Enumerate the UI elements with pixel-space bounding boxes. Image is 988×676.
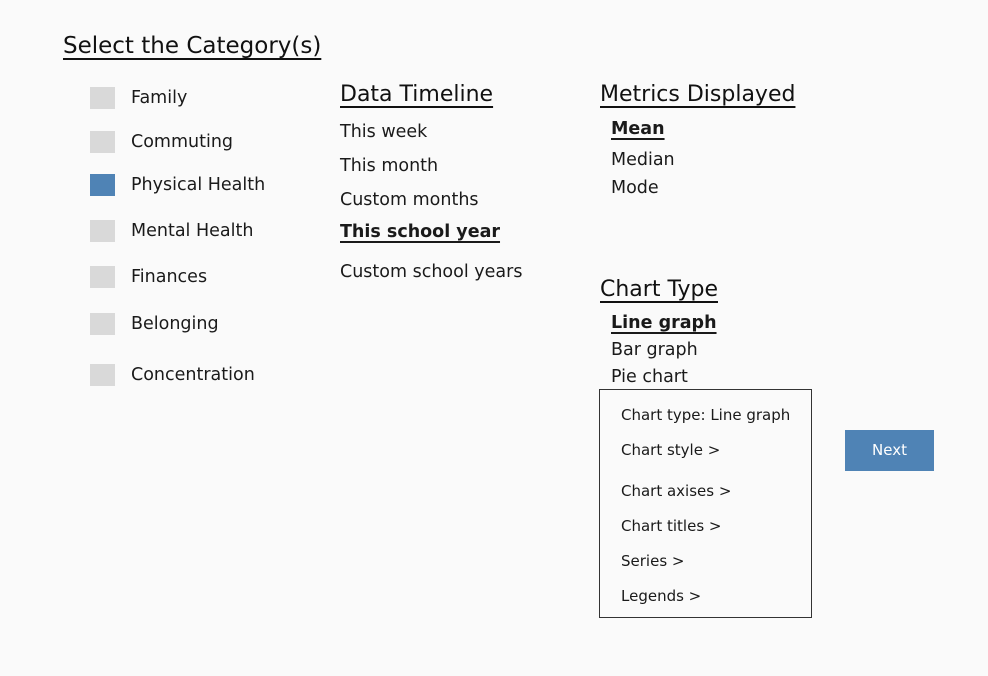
category-label: Commuting: [131, 132, 234, 152]
menu-item-legends[interactable]: Legends >: [621, 587, 702, 605]
chart-type-option-bar-graph[interactable]: Bar graph: [611, 340, 698, 360]
category-label: Belonging: [131, 314, 219, 334]
menu-item-chart-axises[interactable]: Chart axises >: [621, 482, 732, 500]
metric-option-median[interactable]: Median: [611, 150, 675, 170]
checkbox[interactable]: [90, 266, 115, 288]
category-label: Physical Health: [131, 175, 266, 195]
chart-type-option-pie-chart[interactable]: Pie chart: [611, 367, 688, 387]
checkbox[interactable]: [90, 174, 115, 196]
menu-item-chart-titles[interactable]: Chart titles >: [621, 517, 722, 535]
chart-type-option-line-graph[interactable]: Line graph: [611, 313, 717, 333]
timeline-heading: Data Timeline: [340, 82, 494, 107]
category-label: Family: [131, 88, 188, 108]
chart-settings-menu: [599, 389, 812, 618]
menu-item-chart-type[interactable]: Chart type: Line graph: [621, 406, 791, 424]
menu-item-chart-style[interactable]: Chart style >: [621, 441, 721, 459]
checkbox[interactable]: [90, 313, 115, 335]
page-title: Select the Category(s): [63, 33, 322, 59]
menu-item-series[interactable]: Series >: [621, 552, 685, 570]
metrics-heading: Metrics Displayed: [600, 82, 796, 107]
checkbox[interactable]: [90, 87, 115, 109]
timeline-option-this-month[interactable]: This month: [340, 156, 439, 176]
timeline-option-this-week[interactable]: This week: [340, 122, 428, 142]
checkbox[interactable]: [90, 131, 115, 153]
checkbox[interactable]: [90, 364, 115, 386]
metric-option-mean[interactable]: Mean: [611, 119, 665, 139]
metric-option-mode[interactable]: Mode: [611, 178, 659, 198]
timeline-option-this-school-year[interactable]: This school year: [340, 222, 501, 242]
chart-type-heading: Chart Type: [600, 277, 718, 302]
next-button[interactable]: Next: [845, 430, 934, 471]
timeline-option-custom-school-years[interactable]: Custom school years: [340, 262, 523, 282]
category-label: Concentration: [131, 365, 255, 385]
category-label: Finances: [131, 267, 208, 287]
timeline-option-custom-months[interactable]: Custom months: [340, 190, 479, 210]
checkbox[interactable]: [90, 220, 115, 242]
category-label: Mental Health: [131, 221, 254, 241]
